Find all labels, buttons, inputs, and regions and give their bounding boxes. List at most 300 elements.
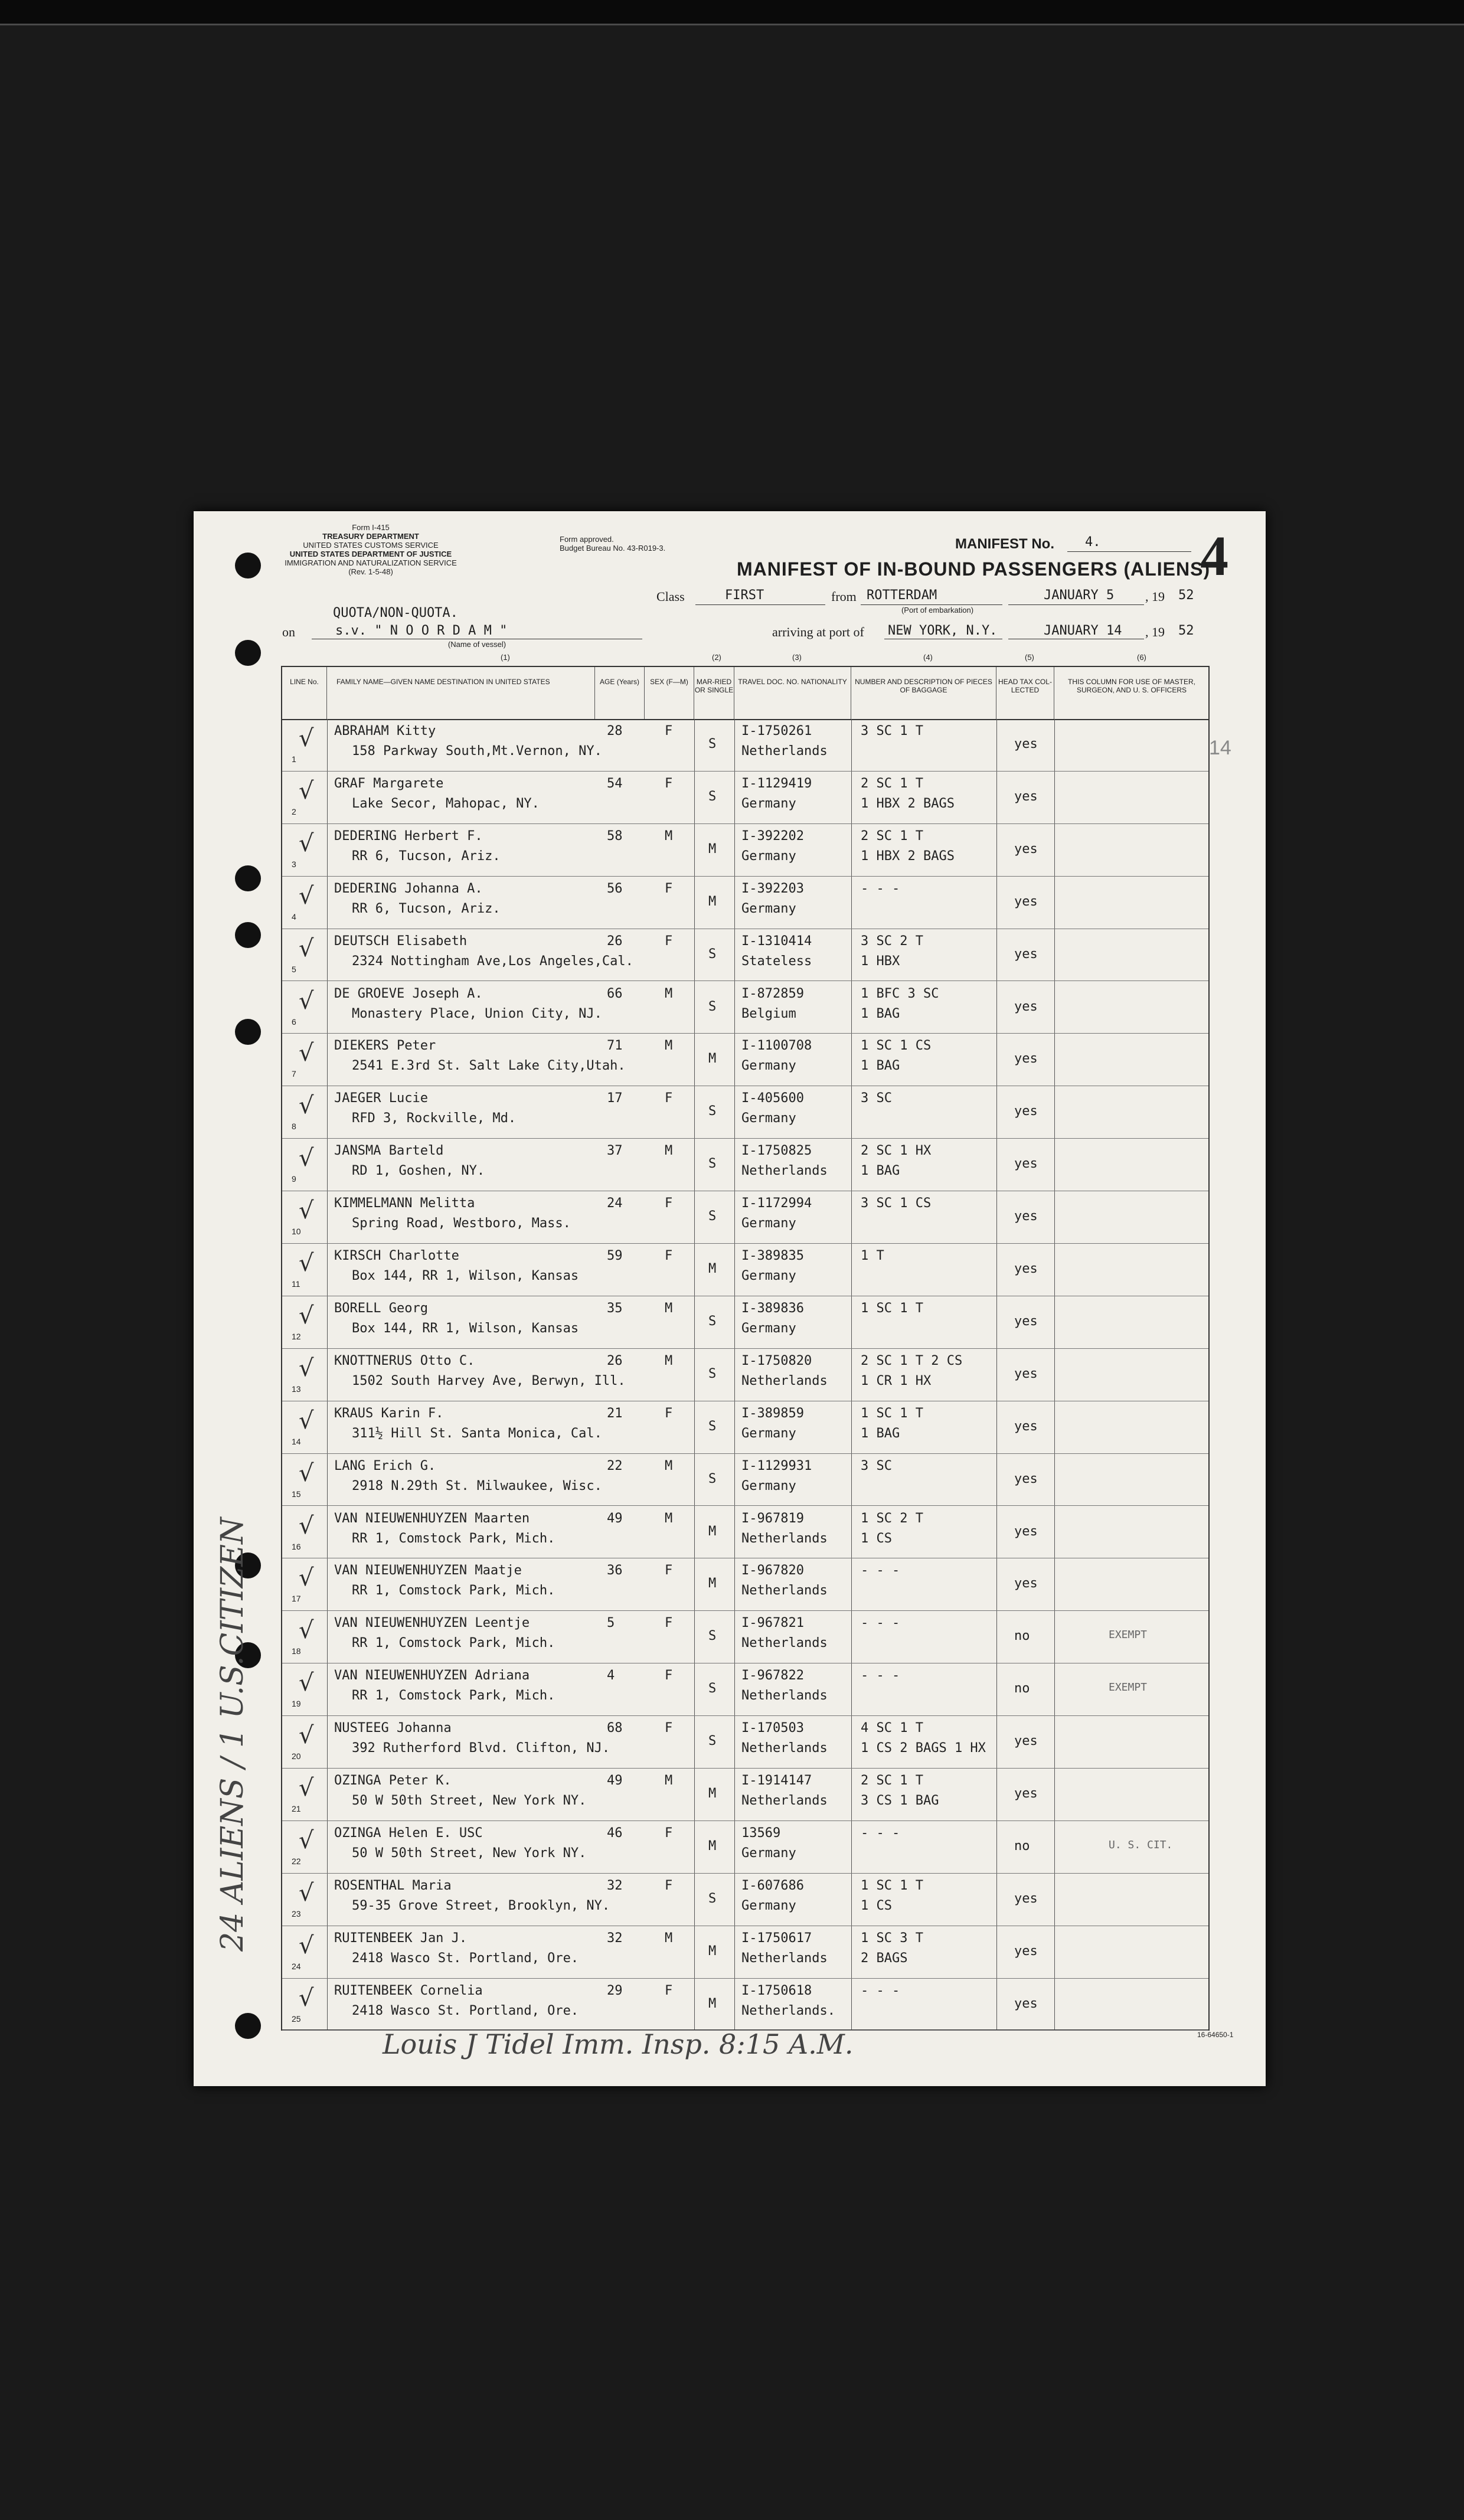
line-number: 22 xyxy=(292,1856,301,1866)
table-row xyxy=(282,719,1208,772)
nationality: Germany xyxy=(741,796,796,811)
head-tax: no xyxy=(1014,1629,1030,1644)
head-tax: no xyxy=(1014,1681,1030,1697)
check-mark-icon: √ xyxy=(299,1512,314,1540)
col-header-age: AGE (Years) xyxy=(595,667,645,719)
head-tax: yes xyxy=(1014,1209,1038,1224)
age: 5 xyxy=(607,1616,615,1631)
nationality: Netherlands xyxy=(741,1163,828,1179)
head-tax: yes xyxy=(1014,1261,1038,1276)
sex: F xyxy=(665,1721,673,1736)
line-number: 3 xyxy=(292,859,296,869)
head-tax: yes xyxy=(1014,1576,1038,1591)
check-mark-icon: √ xyxy=(299,1722,314,1750)
baggage-line-2: 1 HBX 2 BAGS xyxy=(861,848,955,864)
line-number: 8 xyxy=(292,1122,296,1132)
line-number: 15 xyxy=(292,1489,301,1499)
check-mark-icon: √ xyxy=(299,1879,314,1907)
destination: Box 144, RR 1, Wilson, Kansas xyxy=(352,1321,579,1336)
marital-status: S xyxy=(708,1681,717,1697)
check-mark-icon: √ xyxy=(299,829,314,857)
baggage-line-1: 1 SC 1 T xyxy=(861,1878,923,1893)
age: 28 xyxy=(607,724,623,738)
check-mark-icon: √ xyxy=(299,1145,314,1172)
age: 58 xyxy=(607,828,623,844)
table-row xyxy=(282,1926,1208,1979)
dept-treasury-sub: UNITED STATES CUSTOMS SERVICE xyxy=(303,541,439,550)
travel-doc-number: I-405600 xyxy=(741,1091,804,1106)
travel-doc-number: I-389835 xyxy=(741,1248,804,1263)
check-mark-icon: √ xyxy=(299,1617,314,1645)
col-header-line: LINE No. xyxy=(282,667,327,719)
punch-hole xyxy=(235,553,261,578)
nationality: Netherlands xyxy=(741,1793,828,1808)
head-tax: yes xyxy=(1014,1524,1038,1539)
head-tax: yes xyxy=(1014,1104,1038,1119)
marital-status: S xyxy=(708,1104,717,1119)
nationality: Netherlands xyxy=(741,1531,828,1546)
baggage-line-1: 1 SC 3 T xyxy=(861,1930,923,1946)
baggage-line-1: 3 SC xyxy=(861,1091,892,1106)
on-label: on xyxy=(282,625,295,639)
passenger-name: ABRAHAM Kitty xyxy=(334,724,436,738)
budget-text: Budget Bureau No. 43-R019-3. xyxy=(560,544,666,553)
destination: RR 1, Comstock Park, Mich. xyxy=(352,1688,555,1704)
marital-status: M xyxy=(708,1786,717,1801)
marital-status: M xyxy=(708,894,717,909)
baggage-line-1: 1 BFC 3 SC xyxy=(861,986,939,1001)
class-value: FIRST xyxy=(725,588,764,603)
class-label: Class xyxy=(656,589,685,604)
age: 32 xyxy=(607,1878,623,1893)
travel-doc-number: I-170503 xyxy=(741,1721,804,1736)
dept-treasury: TREASURY DEPARTMENT xyxy=(322,532,419,541)
head-tax: yes xyxy=(1014,789,1038,804)
table-row xyxy=(282,1034,1208,1086)
passenger-name: JAEGER Lucie xyxy=(334,1091,428,1106)
travel-doc-number: I-1129931 xyxy=(741,1458,812,1473)
destination: 2541 E.3rd St. Salt Lake City,Utah. xyxy=(352,1058,626,1074)
travel-doc-number: I-392203 xyxy=(741,881,804,896)
line-number: 19 xyxy=(292,1699,301,1709)
passenger-name: GRAF Margarete xyxy=(334,776,444,791)
line-number: 14 xyxy=(292,1436,301,1446)
form-approval xyxy=(560,535,737,553)
line-number: 10 xyxy=(292,1227,301,1237)
marital-status: S xyxy=(708,1209,717,1224)
travel-doc-number: I-1750618 xyxy=(741,1983,812,1998)
table-row xyxy=(282,1611,1208,1663)
passenger-name: KIMMELMANN Melitta xyxy=(334,1196,475,1211)
vessel-caption: (Name of vessel) xyxy=(447,640,506,649)
head-tax: no xyxy=(1014,1838,1030,1854)
baggage-line-1: 2 SC 1 T xyxy=(861,828,923,844)
baggage-line-1: 3 SC 2 T xyxy=(861,933,923,949)
sex: M xyxy=(665,1930,673,1946)
travel-doc-number: I-1750820 xyxy=(741,1353,812,1368)
stamp-number: 14 xyxy=(1209,737,1231,759)
sex: M xyxy=(665,1353,673,1368)
scanner-top-bar xyxy=(0,0,1464,25)
nationality: Germany xyxy=(741,1478,796,1493)
nationality: Germany xyxy=(741,1269,796,1283)
age: 56 xyxy=(607,881,623,896)
baggage-line-2: 1 CR 1 HX xyxy=(861,1373,932,1388)
table-row xyxy=(282,1139,1208,1191)
age: 49 xyxy=(607,1773,623,1788)
col-header-travel-doc: TRAVEL DOC. NO. NATIONALITY xyxy=(734,667,851,719)
check-mark-icon: √ xyxy=(299,1459,314,1487)
punch-hole xyxy=(235,1019,261,1045)
travel-doc-number: I-389859 xyxy=(741,1406,804,1421)
destination: Box 144, RR 1, Wilson, Kansas xyxy=(352,1269,579,1283)
sex: F xyxy=(665,1406,673,1421)
sex: F xyxy=(665,933,673,949)
destination: 158 Parkway South,Mt.Vernon, NY. xyxy=(352,744,602,759)
passenger-name: DE GROEVE Joseph A. xyxy=(334,986,483,1001)
destination: RR 6, Tucson, Ariz. xyxy=(352,901,501,916)
head-tax: yes xyxy=(1014,1786,1038,1801)
col-num-2: (2) xyxy=(712,653,721,662)
col-num-3: (3) xyxy=(792,653,802,662)
head-tax: yes xyxy=(1014,841,1038,857)
age: 68 xyxy=(607,1721,623,1736)
col-num-6: (6) xyxy=(1137,653,1146,662)
marital-status: S xyxy=(708,946,717,962)
passenger-name: OZINGA Peter K. xyxy=(334,1773,452,1788)
marital-status: S xyxy=(708,1418,717,1434)
check-mark-icon: √ xyxy=(299,987,314,1015)
officer-note: U. S. CIT. xyxy=(1109,1838,1173,1851)
baggage-line-2: 1 BAG xyxy=(861,1163,900,1179)
travel-doc-number: I-967819 xyxy=(741,1511,804,1526)
baggage-line-1: 1 SC 1 T xyxy=(861,1406,923,1421)
baggage-line-1: 2 SC 1 HX xyxy=(861,1143,932,1159)
form-header-left xyxy=(276,523,465,576)
marital-status: M xyxy=(708,1996,717,2011)
nationality: Germany xyxy=(741,1111,796,1126)
sex: M xyxy=(665,1038,673,1054)
manifest-number: 4. xyxy=(1085,535,1101,550)
check-mark-icon: √ xyxy=(299,1250,314,1277)
baggage-line-1: 2 SC 1 T xyxy=(861,1773,923,1788)
col-header-baggage: NUMBER AND DESCRIPTION OF PIECES OF BAGGAGE xyxy=(851,667,996,719)
form-number: Form I-415 xyxy=(352,523,390,532)
check-mark-icon: √ xyxy=(299,1774,314,1802)
embark-year-prefix: , 19 xyxy=(1145,589,1165,604)
line-number: 18 xyxy=(292,1646,301,1656)
destination: 59-35 Grove Street, Brooklyn, NY. xyxy=(352,1898,610,1913)
travel-doc-number: I-967821 xyxy=(741,1616,804,1631)
travel-doc-number: I-967822 xyxy=(741,1668,804,1684)
quota-label: QUOTA/NON-QUOTA. xyxy=(333,606,458,620)
approval-text: Form approved. xyxy=(560,535,614,544)
baggage-line-1: 1 SC 1 CS xyxy=(861,1038,932,1054)
passenger-name: VAN NIEUWENHUYZEN Adriana xyxy=(334,1668,530,1684)
from-value: ROTTERDAM xyxy=(867,588,937,603)
nationality: Stateless xyxy=(741,953,812,969)
destination: 2324 Nottingham Ave,Los Angeles,Cal. xyxy=(352,953,633,969)
age: 46 xyxy=(607,1825,623,1841)
passenger-name: LANG Erich G. xyxy=(334,1458,436,1473)
marital-status: S xyxy=(708,999,717,1014)
arrival-year-prefix: , 19 xyxy=(1145,625,1165,639)
marital-status: S xyxy=(708,1366,717,1381)
table-row xyxy=(282,1558,1208,1611)
passenger-name: RUITENBEEK Jan J. xyxy=(334,1930,468,1946)
sex: M xyxy=(665,1511,673,1526)
check-mark-icon: √ xyxy=(299,1092,314,1120)
from-label: from xyxy=(831,589,857,604)
baggage-line-1: 3 SC 1 T xyxy=(861,724,923,738)
table-row xyxy=(282,824,1208,877)
destination: 50 W 50th Street, New York NY. xyxy=(352,1845,587,1861)
passenger-name: KRAUS Karin F. xyxy=(334,1406,444,1421)
sex: F xyxy=(665,1091,673,1106)
col-header-officers: THIS COLUMN FOR USE OF MASTER, SURGEON, AND U. S. OFFICERS xyxy=(1067,678,1195,694)
age: 49 xyxy=(607,1511,623,1526)
line-number: 16 xyxy=(292,1541,301,1551)
head-tax: yes xyxy=(1014,999,1038,1014)
baggage-line-2: 1 BAG xyxy=(861,1426,900,1441)
sex: F xyxy=(665,1668,673,1684)
table-row xyxy=(282,929,1208,982)
marital-status: M xyxy=(708,1051,717,1067)
destination: RR 1, Comstock Park, Mich. xyxy=(352,1531,555,1546)
check-mark-icon: √ xyxy=(299,1354,314,1382)
head-tax: yes xyxy=(1014,1471,1038,1486)
punch-hole xyxy=(235,922,261,948)
baggage-line-2: 1 HBX 2 BAGS xyxy=(861,796,955,811)
line-number: 17 xyxy=(292,1594,301,1604)
destination: Monastery Place, Union City, NJ. xyxy=(352,1006,602,1021)
check-mark-icon: √ xyxy=(299,934,314,962)
destination: 2418 Wasco St. Portland, Ore. xyxy=(352,1950,579,1966)
from-underline xyxy=(861,604,1002,605)
line-number: 7 xyxy=(292,1069,296,1079)
table-row xyxy=(282,1979,1208,2031)
manifest-sheet xyxy=(194,511,1266,2086)
table-row xyxy=(282,1191,1208,1244)
passenger-name: DIEKERS Peter xyxy=(334,1038,436,1054)
destination: 2918 N.29th St. Milwaukee, Wisc. xyxy=(352,1478,602,1493)
destination: Lake Secor, Mahopac, NY. xyxy=(352,796,540,811)
manifest-label: MANIFEST No. xyxy=(955,536,1054,552)
col-header-head-tax: HEAD TAX COL-LECTED xyxy=(996,667,1054,719)
table-row xyxy=(282,1244,1208,1296)
nationality: Germany xyxy=(741,848,796,864)
passenger-name: JANSMA Barteld xyxy=(334,1143,444,1159)
destination: RFD 3, Rockville, Md. xyxy=(352,1111,517,1126)
age: 59 xyxy=(607,1248,623,1263)
sex: F xyxy=(665,1983,673,1998)
baggage-line-1: 1 T xyxy=(861,1248,884,1263)
travel-doc-number: I-1750617 xyxy=(741,1930,812,1946)
line-number: 4 xyxy=(292,911,296,921)
marital-status: S xyxy=(708,1156,717,1172)
col-num-5: (5) xyxy=(1025,653,1034,662)
passenger-name: DEUTSCH Elisabeth xyxy=(334,933,468,949)
age: 24 xyxy=(607,1196,623,1211)
arrival-year: 52 xyxy=(1178,623,1194,638)
age: 26 xyxy=(607,1353,623,1368)
line-number: 13 xyxy=(292,1384,301,1394)
baggage-line-1: 4 SC 1 T xyxy=(861,1721,923,1736)
punch-hole xyxy=(235,640,261,666)
form-revision: (Rev. 1-5-48) xyxy=(348,567,393,576)
age: 26 xyxy=(607,933,623,949)
passenger-name: BORELL Georg xyxy=(334,1300,428,1316)
passenger-name: VAN NIEUWENHUYZEN Leentje xyxy=(334,1616,530,1631)
sex: F xyxy=(665,1616,673,1631)
nationality: Germany xyxy=(741,1426,796,1441)
punch-hole xyxy=(235,2013,261,2039)
baggage-line-1: - - - xyxy=(861,881,900,896)
dept-justice: UNITED STATES DEPARTMENT OF JUSTICE xyxy=(289,550,452,558)
line-number: 12 xyxy=(292,1331,301,1341)
table-row xyxy=(282,1874,1208,1926)
check-mark-icon: √ xyxy=(299,1669,314,1697)
officer-note: EXEMPT xyxy=(1109,1629,1148,1642)
baggage-line-1: 1 SC 1 T xyxy=(861,1300,923,1316)
col-num-4: (4) xyxy=(923,653,933,662)
line-number: 1 xyxy=(292,754,296,764)
travel-doc-number: I-1129419 xyxy=(741,776,812,791)
punch-hole xyxy=(235,865,261,891)
arrival-port: NEW YORK, N.Y. xyxy=(888,623,998,638)
line-number: 23 xyxy=(292,1908,301,1918)
sex: F xyxy=(665,881,673,896)
travel-doc-number: I-1750261 xyxy=(741,724,812,738)
line-number: 2 xyxy=(292,806,296,816)
embark-caption: (Port of embarkation) xyxy=(901,606,974,615)
table-row xyxy=(282,1349,1208,1401)
baggage-line-2: 2 BAGS xyxy=(861,1950,908,1966)
destination: RR 6, Tucson, Ariz. xyxy=(352,848,501,864)
check-mark-icon: √ xyxy=(299,1197,314,1225)
table-row xyxy=(282,1506,1208,1559)
age: 29 xyxy=(607,1983,623,1998)
line-number: 21 xyxy=(292,1804,301,1813)
age: 54 xyxy=(607,776,623,791)
baggage-line-1: - - - xyxy=(861,1983,900,1998)
vessel-name: s.v. " N O O R D A M " xyxy=(335,623,508,638)
table-row xyxy=(282,1821,1208,1874)
nationality: Germany xyxy=(741,1216,796,1231)
arrival-date: JANUARY 14 xyxy=(1044,623,1122,638)
passenger-name: OZINGA Helen E. USC xyxy=(334,1825,483,1841)
check-mark-icon: √ xyxy=(299,1040,314,1067)
marital-status: M xyxy=(708,1261,717,1276)
destination: RD 1, Goshen, NY. xyxy=(352,1163,485,1179)
nationality: Netherlands xyxy=(741,1741,828,1756)
col-num-1: (1) xyxy=(501,653,510,662)
line-number: 25 xyxy=(292,2014,301,2024)
head-tax: yes xyxy=(1014,1943,1038,1959)
line-number: 9 xyxy=(292,1174,296,1184)
baggage-line-2: 1 HBX xyxy=(861,953,900,969)
passenger-name: KNOTTNERUS Otto C. xyxy=(334,1353,475,1368)
nationality: Netherlands xyxy=(741,1636,828,1651)
baggage-line-1: - - - xyxy=(861,1668,900,1684)
sex: F xyxy=(665,1825,673,1841)
baggage-line-2: 1 CS xyxy=(861,1898,892,1913)
col-header-married: MAR-RIED OR SINGLE xyxy=(694,667,734,719)
table-row xyxy=(282,772,1208,824)
nationality: Netherlands xyxy=(741,1583,828,1599)
marital-status: M xyxy=(708,1838,717,1854)
passenger-name: DEDERING Johanna A. xyxy=(334,881,483,896)
officer-note: EXEMPT xyxy=(1109,1681,1148,1694)
check-mark-icon: √ xyxy=(299,1564,314,1592)
travel-doc-number: 13569 xyxy=(741,1825,781,1841)
marital-status: M xyxy=(708,1576,717,1591)
sex: F xyxy=(665,1248,673,1263)
check-mark-icon: √ xyxy=(299,882,314,910)
manifest-big-number: 4 xyxy=(1200,524,1228,587)
sex: F xyxy=(665,1878,673,1893)
passenger-table xyxy=(281,666,1210,2031)
sex: F xyxy=(665,1196,673,1211)
line-number: 24 xyxy=(292,1961,301,1971)
passenger-name: DEDERING Herbert F. xyxy=(334,828,483,844)
travel-doc-number: I-1172994 xyxy=(741,1196,812,1211)
table-row xyxy=(282,1769,1208,1821)
head-tax: yes xyxy=(1014,1891,1038,1906)
destination: RR 1, Comstock Park, Mich. xyxy=(352,1636,555,1651)
manifest-underline xyxy=(1067,551,1191,552)
age: 22 xyxy=(607,1458,623,1473)
age: 32 xyxy=(607,1930,623,1946)
destination: 311½ Hill St. Santa Monica, Cal. xyxy=(352,1426,602,1441)
destination: 50 W 50th Street, New York NY. xyxy=(352,1793,587,1808)
marital-status: M xyxy=(708,841,717,857)
check-mark-icon: √ xyxy=(299,1302,314,1329)
arriving-label: arriving at port of xyxy=(772,625,864,639)
form-print-code: 16-64650-1 xyxy=(1197,2031,1234,2039)
head-tax: yes xyxy=(1014,1051,1038,1067)
head-tax: yes xyxy=(1014,1366,1038,1381)
marital-status: S xyxy=(708,1734,717,1749)
age: 36 xyxy=(607,1563,623,1578)
age: 66 xyxy=(607,986,623,1001)
destination: 1502 South Harvey Ave, Berwyn, Ill. xyxy=(352,1373,626,1388)
head-tax: yes xyxy=(1014,1313,1038,1329)
marital-status: S xyxy=(708,1471,717,1486)
travel-doc-number: I-389836 xyxy=(741,1300,804,1316)
table-row xyxy=(282,982,1208,1034)
nationality: Germany xyxy=(741,901,796,916)
destination: RR 1, Comstock Park, Mich. xyxy=(352,1583,555,1599)
table-row xyxy=(282,877,1208,929)
age: 17 xyxy=(607,1091,623,1106)
table-row xyxy=(282,1086,1208,1139)
head-tax: yes xyxy=(1014,737,1038,751)
embark-underline xyxy=(1008,604,1144,605)
baggage-line-2: 1 BAG xyxy=(861,1058,900,1074)
sex: M xyxy=(665,1300,673,1316)
travel-doc-number: I-1750825 xyxy=(741,1143,812,1159)
marital-status: S xyxy=(708,1313,717,1329)
nationality: Germany xyxy=(741,1898,796,1913)
passenger-name: KIRSCH Charlotte xyxy=(334,1248,459,1263)
destination: 2418 Wasco St. Portland, Ore. xyxy=(352,2003,579,2018)
marital-status: S xyxy=(708,1629,717,1644)
baggage-line-2: 1 CS xyxy=(861,1531,892,1546)
table-row xyxy=(282,1296,1208,1349)
passenger-name: RUITENBEEK Cornelia xyxy=(334,1983,483,1998)
dept-justice-sub: IMMIGRATION AND NATURALIZATION SERVICE xyxy=(285,558,457,567)
